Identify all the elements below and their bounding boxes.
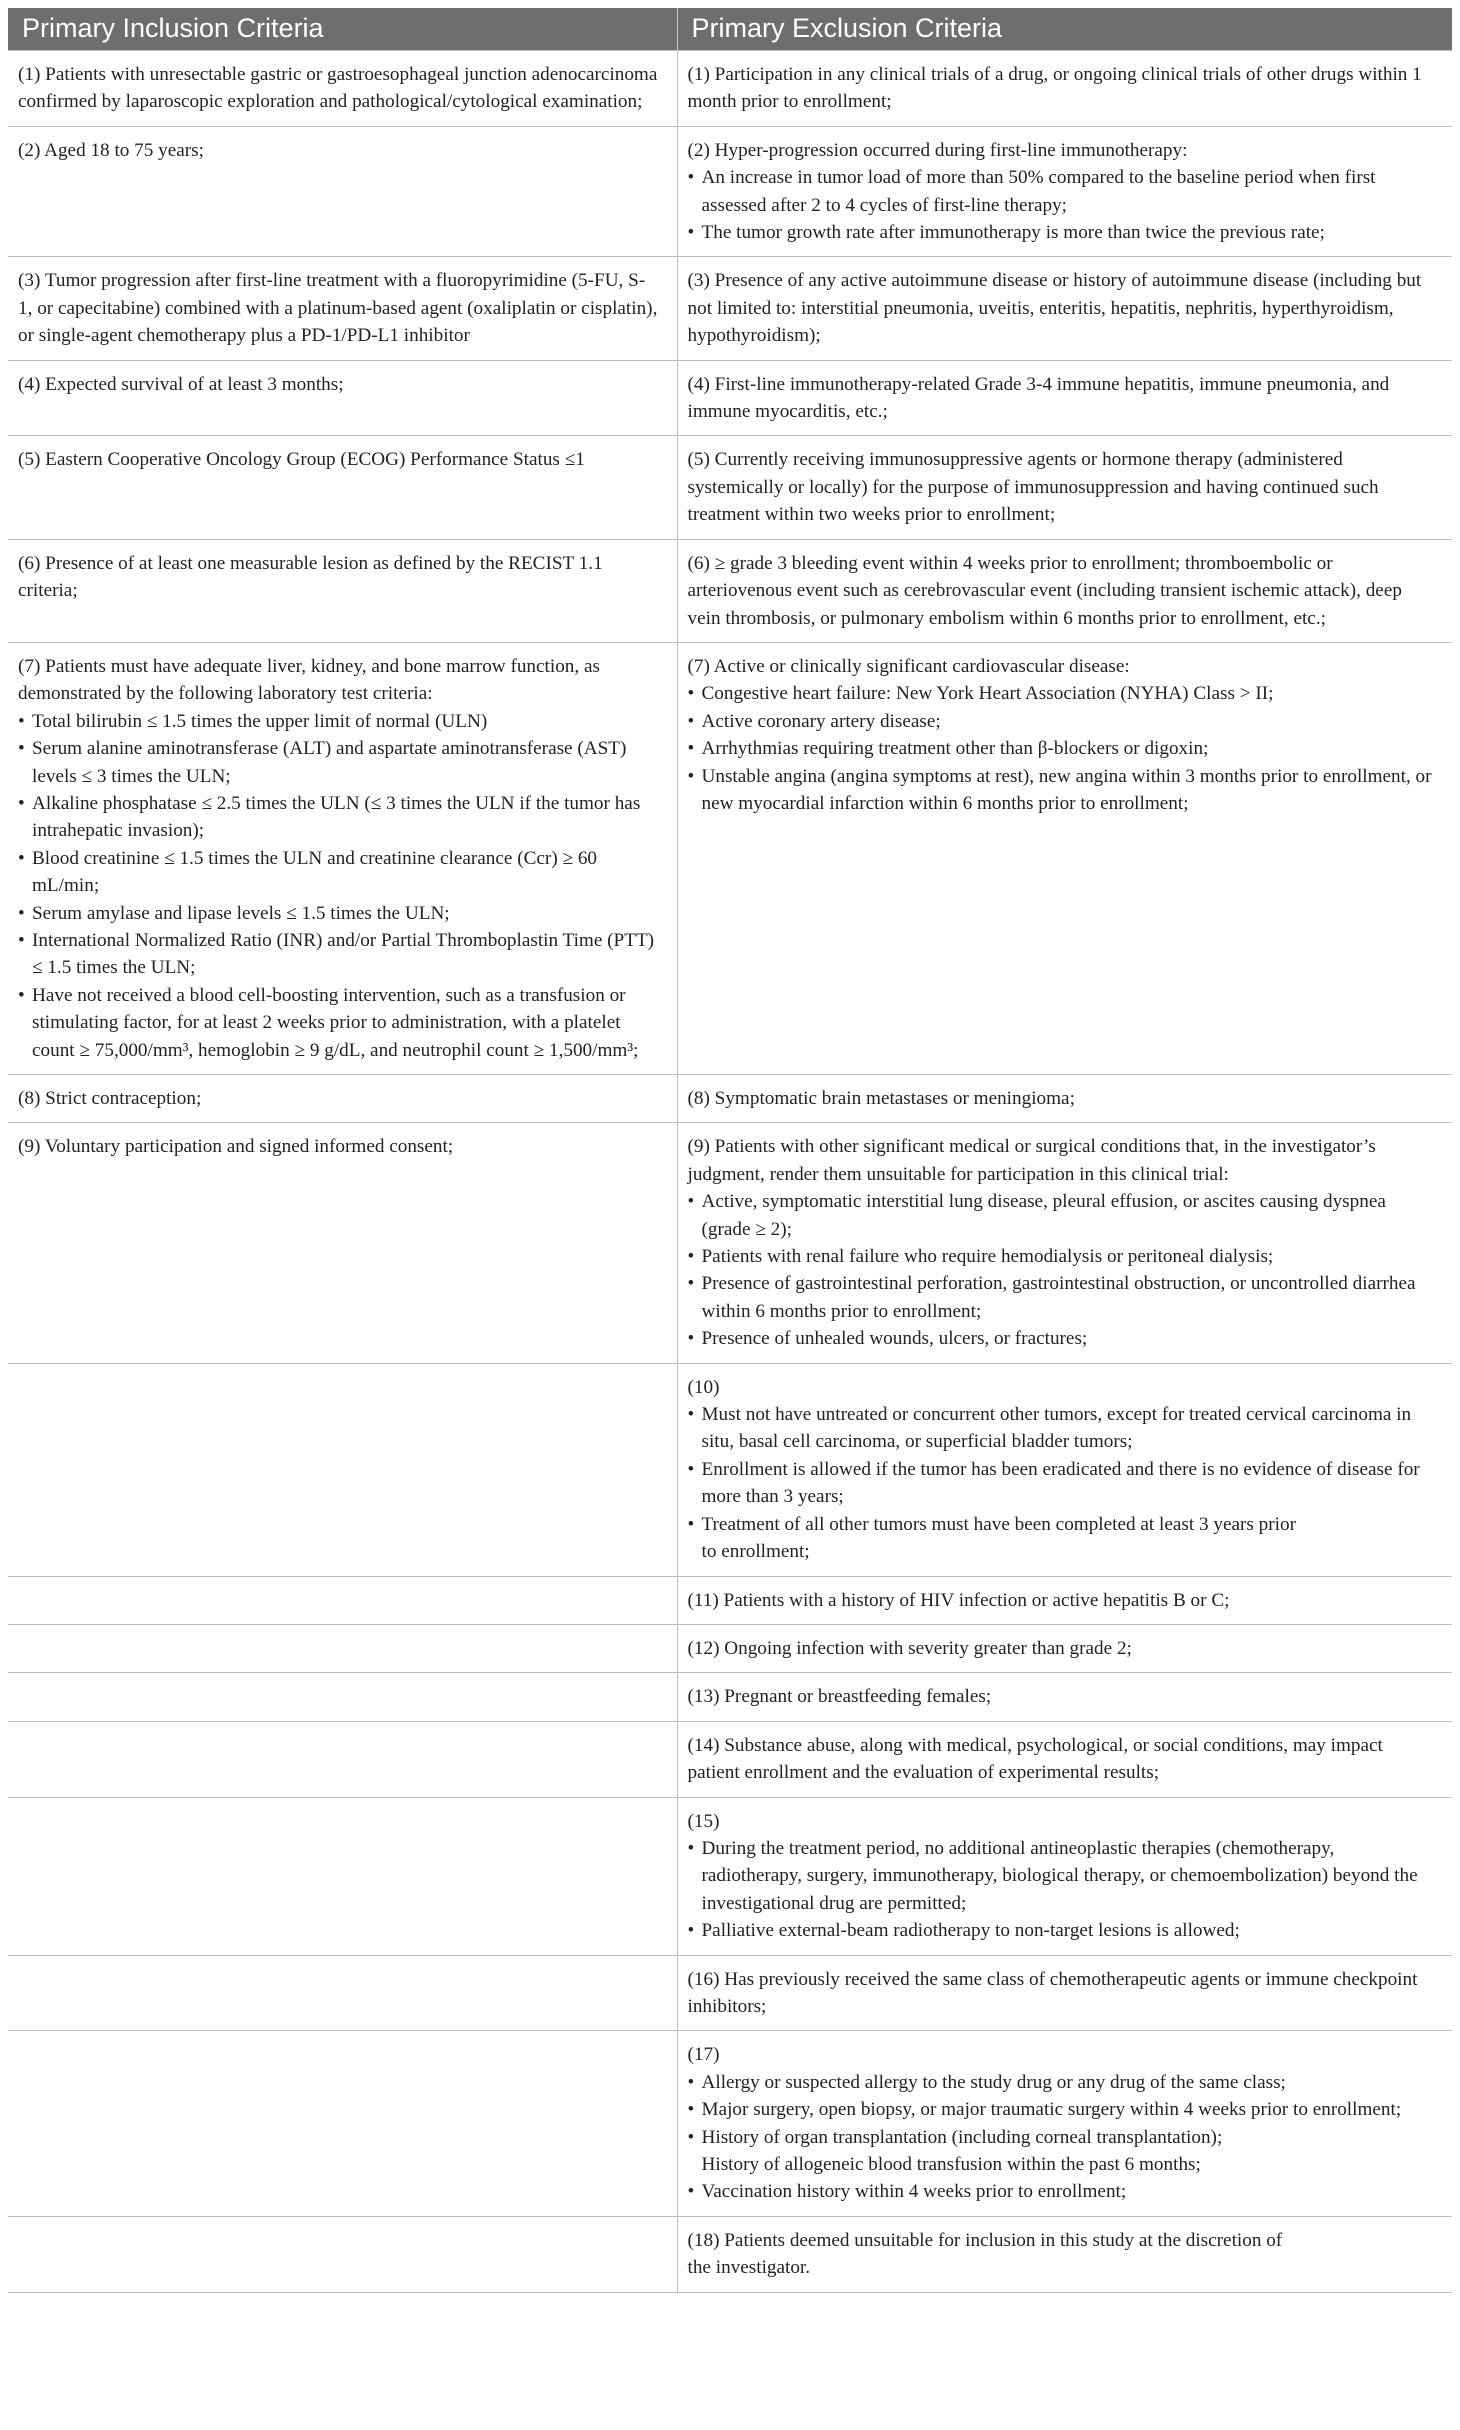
exclusion-text: (8) Symptomatic brain metastases or meningioma; — [687, 1088, 1075, 1109]
inclusion-cell — [8, 257, 677, 360]
exclusion-cell — [677, 1721, 1452, 1797]
table-row — [8, 51, 1452, 127]
inclusion-cell — [8, 1075, 677, 1123]
inclusion-text: (1) Patients with unresectable gastric or gastroesophageal junction adenocarcinoma confirmed by laparoscopic exploration and pathological/cytological examination; — [18, 64, 663, 113]
bullet-item: • Serum amylase and lipase levels ≤ 1.5 times the ULN; — [18, 900, 659, 927]
criteria-table — [8, 8, 1452, 2293]
bullet-item: • Arrhythmias requiring treatment other than β-blockers or digoxin; — [688, 735, 1435, 762]
exclusion-text: (10) — [687, 1376, 720, 1398]
inclusion-cell — [8, 126, 677, 257]
inclusion-cell — [8, 1721, 677, 1797]
exclusion-text: (15) — [687, 1810, 720, 1832]
inclusion-text: (4) Expected survival of at least 3 months; — [18, 373, 344, 395]
inclusion-cell — [8, 1673, 677, 1721]
bullet-item: • Congestive heart failure: New York Heart Association (NYHA) Class > II; — [688, 680, 1435, 707]
inclusion-cell — [8, 642, 677, 1074]
exclusion-text: (3) Presence of any active autoimmune disease or history of autoimmune disease (including but not limited to: interstitial pneumonia, uveitis, enteritis, hepatitis, nephritis, hyperthyroidism, hypothyroidism); — [687, 270, 1427, 347]
exclusion-cell — [677, 1624, 1452, 1672]
exclusion-cell — [677, 2031, 1452, 2216]
exclusion-text: (12) Ongoing infection with severity greater than grade 2; — [687, 1637, 1132, 1659]
exclusion-cell — [677, 1576, 1452, 1624]
bullet-item: • Palliative external-beam radiotherapy to non-target lesions is allowed; — [688, 1917, 1435, 1944]
bullet-item: • Treatment of all other tumors must have been completed at least 3 years prior to enrollment; — [688, 1511, 1435, 1566]
exclusion-cell — [677, 1955, 1452, 2031]
exclusion-text: (17) — [687, 2044, 720, 2066]
exclusion-text: (5) Currently receiving immunosuppressive agents or hormone therapy (administered systemically or locally) for the purpose of immunosuppression and having continued such treatment within two weeks prior to enrollment; — [687, 449, 1384, 526]
inclusion-cell — [8, 2216, 677, 2292]
table-row — [8, 1797, 1452, 1955]
table-row — [8, 1576, 1452, 1624]
exclusion-cell — [677, 2216, 1452, 2292]
table-row — [8, 1075, 1452, 1123]
bullet-item: • An increase in tumor load of more than 50% compared to the baseline period when first assessed after 2 to 4 cycles of first-line therapy; — [688, 164, 1435, 219]
table-row — [8, 360, 1452, 436]
table-row — [8, 436, 1452, 539]
inclusion-cell — [8, 436, 677, 539]
inclusion-cell — [8, 1624, 677, 1672]
bullet-item: • The tumor growth rate after immunotherapy is more than twice the previous rate; — [688, 219, 1435, 246]
exclusion-text: (9) Patients with other significant medical or surgical conditions that, in the investigator’s judgment, render them unsuitable for participation in this clinical trial: — [687, 1136, 1381, 1185]
inclusion-cell — [8, 1363, 677, 1576]
exclusion-bullet-list — [688, 2069, 1435, 2206]
inclusion-cell — [8, 1576, 677, 1624]
bullet-item: • International Normalized Ratio (INR) and/or Partial Thromboplastin Time (PTT) ≤ 1.5 times the ULN; — [18, 927, 659, 982]
table-row — [8, 1955, 1452, 2031]
bullet-item: • Total bilirubin ≤ 1.5 times the upper limit of normal (ULN) — [18, 708, 659, 735]
inclusion-cell — [8, 539, 677, 642]
exclusion-text: (14) Substance abuse, along with medical, psychological, or social conditions, may impact patient enrollment and the evaluation of experimental results; — [687, 1734, 1388, 1784]
exclusion-bullet-list — [688, 1835, 1435, 1945]
exclusion-cell — [677, 1075, 1452, 1123]
bullet-item: • Active coronary artery disease; — [688, 708, 1435, 735]
exclusion-cell — [677, 1123, 1452, 1363]
bullet-item: • Enrollment is allowed if the tumor has been eradicated and there is no evidence of disease for more than 3 years; — [688, 1456, 1435, 1511]
exclusion-bullet-list — [688, 680, 1435, 817]
exclusion-text: (1) Participation in any clinical trials of a drug, or ongoing clinical trials of other drugs within 1 month prior to enrollment; — [687, 64, 1427, 113]
bullet-item: • Vaccination history within 4 weeks prior to enrollment; — [688, 2178, 1435, 2205]
bullet-item: • Unstable angina (angina symptoms at rest), new angina within 3 months prior to enrollment, or new myocardial infarction within 6 months prior to enrollment; — [688, 763, 1435, 818]
exclusion-cell — [677, 642, 1452, 1074]
exclusion-cell — [677, 436, 1452, 539]
header-row — [8, 8, 1452, 51]
table-header — [8, 8, 1452, 51]
inclusion-text: (8) Strict contraception; — [18, 1088, 202, 1109]
inclusion-bullet-list — [18, 708, 659, 1064]
table-row — [8, 539, 1452, 642]
bullet-item: • Major surgery, open biopsy, or major traumatic surgery within 4 weeks prior to enrollment; — [688, 2096, 1435, 2123]
exclusion-bullet-list — [688, 1188, 1435, 1352]
bullet-item: • History of organ transplantation (including corneal transplantation); History of allogeneic blood transfusion within the past 6 months; — [688, 2124, 1435, 2179]
bullet-item: • Have not received a blood cell-boosting intervention, such as a transfusion or stimulating factor, for at least 2 weeks prior to administration, with a platelet count ≥ 75,000/mm³, hemoglobin ≥ 9 g/dL, and neutrophil count ≥ 1,500/mm³; — [18, 982, 659, 1064]
exclusion-cell — [677, 1363, 1452, 1576]
inclusion-text: (2) Aged 18 to 75 years; — [18, 139, 204, 161]
table-row — [8, 1673, 1452, 1721]
inclusion-cell — [8, 1955, 677, 2031]
exclusion-text: (4) First-line immunotherapy-related Grade 3-4 immune hepatitis, immune pneumonia, and immune myocarditis, etc.; — [687, 373, 1395, 423]
exclusion-bullet-list — [688, 1401, 1435, 1565]
table-body — [8, 51, 1452, 2293]
table-row — [8, 2031, 1452, 2216]
exclusion-text: (7) Active or clinically significant cardiovascular disease: — [687, 655, 1130, 677]
bullet-item: • Alkaline phosphatase ≤ 2.5 times the ULN (≤ 3 times the ULN if the tumor has intrahepatic invasion); — [18, 790, 659, 845]
bullet-item: • Must not have untreated or concurrent other tumors, except for treated cervical carcinoma in situ, basal cell carcinoma, or superficial bladder tumors; — [688, 1401, 1435, 1456]
bullet-item: • Active, symptomatic interstitial lung disease, pleural effusion, or ascites causing dyspnea (grade ≥ 2); — [688, 1188, 1435, 1243]
bullet-item: • Serum alanine aminotransferase (ALT) and aspartate aminotransferase (AST) levels ≤ 3 times the ULN; — [18, 735, 659, 790]
inclusion-text: (7) Patients must have adequate liver, kidney, and bone marrow function, as demonstrated by the following laboratory test criteria: — [18, 655, 605, 705]
inclusion-cell — [8, 1123, 677, 1363]
inclusion-text: (3) Tumor progression after first-line treatment with a fluoropyrimidine (5-FU, S-1, or capecitabine) combined with a platinum-based agent (oxaliplatin or cisplatin), or single-agent chemotherapy plus a PD-1/PD-L1 inhibitor — [18, 270, 663, 347]
exclusion-text: (6) ≥ grade 3 bleeding event within 4 weeks prior to enrollment; thromboembolic or arteriovenous event such as cerebrovascular event (including transient ischemic attack), deep vein thrombosis, or pulmonary embolism within 6 months prior to enrollment, etc.; — [687, 552, 1407, 629]
header-inclusion: Primary Inclusion Criteria — [8, 8, 677, 51]
exclusion-bullet-list — [688, 164, 1435, 246]
exclusion-cell — [677, 126, 1452, 257]
inclusion-text: (6) Presence of at least one measurable lesion as defined by the RECIST 1.1 criteria; — [18, 552, 608, 602]
exclusion-cell — [677, 360, 1452, 436]
inclusion-cell — [8, 51, 677, 127]
bullet-item: • Patients with renal failure who require hemodialysis or peritoneal dialysis; — [688, 1243, 1435, 1270]
inclusion-text: (9) Voluntary participation and signed informed consent; — [18, 1136, 454, 1158]
bullet-item: • During the treatment period, no additional antineoplastic therapies (chemotherapy, radiotherapy, surgery, immunotherapy, biological therapy, or chemoembolization) beyond the investigational drug are permitted; — [688, 1835, 1435, 1917]
bullet-item: • Blood creatinine ≤ 1.5 times the ULN and creatinine clearance (Ccr) ≥ 60 mL/min; — [18, 845, 659, 900]
bullet-item: • Presence of unhealed wounds, ulcers, or fractures; — [688, 1325, 1435, 1352]
table-row — [8, 1363, 1452, 1576]
exclusion-cell — [677, 1673, 1452, 1721]
bullet-item: • Allergy or suspected allergy to the study drug or any drug of the same class; — [688, 2069, 1435, 2096]
exclusion-cell — [677, 539, 1452, 642]
inclusion-text: (5) Eastern Cooperative Oncology Group (ECOG) Performance Status ≤1 — [18, 449, 585, 471]
header-exclusion: Primary Exclusion Criteria — [677, 8, 1452, 51]
table-row — [8, 126, 1452, 257]
bullet-item: • Presence of gastrointestinal perforation, gastrointestinal obstruction, or uncontrolled diarrhea within 6 months prior to enrollment; — [688, 1270, 1435, 1325]
table-row — [8, 2216, 1452, 2292]
inclusion-cell — [8, 1797, 677, 1955]
table-row — [8, 1624, 1452, 1672]
table-row — [8, 1721, 1452, 1797]
inclusion-cell — [8, 2031, 677, 2216]
exclusion-text: (2) Hyper-progression occurred during first-line immunotherapy: — [687, 139, 1188, 161]
exclusion-cell — [677, 1797, 1452, 1955]
table-row — [8, 1123, 1452, 1363]
exclusion-cell — [677, 51, 1452, 127]
exclusion-text: (16) Has previously received the same class of chemotherapeutic agents or immune checkpoint inhibitors; — [687, 1968, 1423, 2017]
exclusion-cell — [677, 257, 1452, 360]
table-row — [8, 642, 1452, 1074]
table-row — [8, 257, 1452, 360]
exclusion-text: (13) Pregnant or breastfeeding females; — [687, 1686, 992, 1708]
exclusion-text: (18) Patients deemed unsuitable for inclusion in this study at the discretion of the investigator. — [687, 2229, 1283, 2279]
inclusion-cell — [8, 360, 677, 436]
exclusion-text: (11) Patients with a history of HIV infection or active hepatitis B or C; — [687, 1589, 1230, 1611]
